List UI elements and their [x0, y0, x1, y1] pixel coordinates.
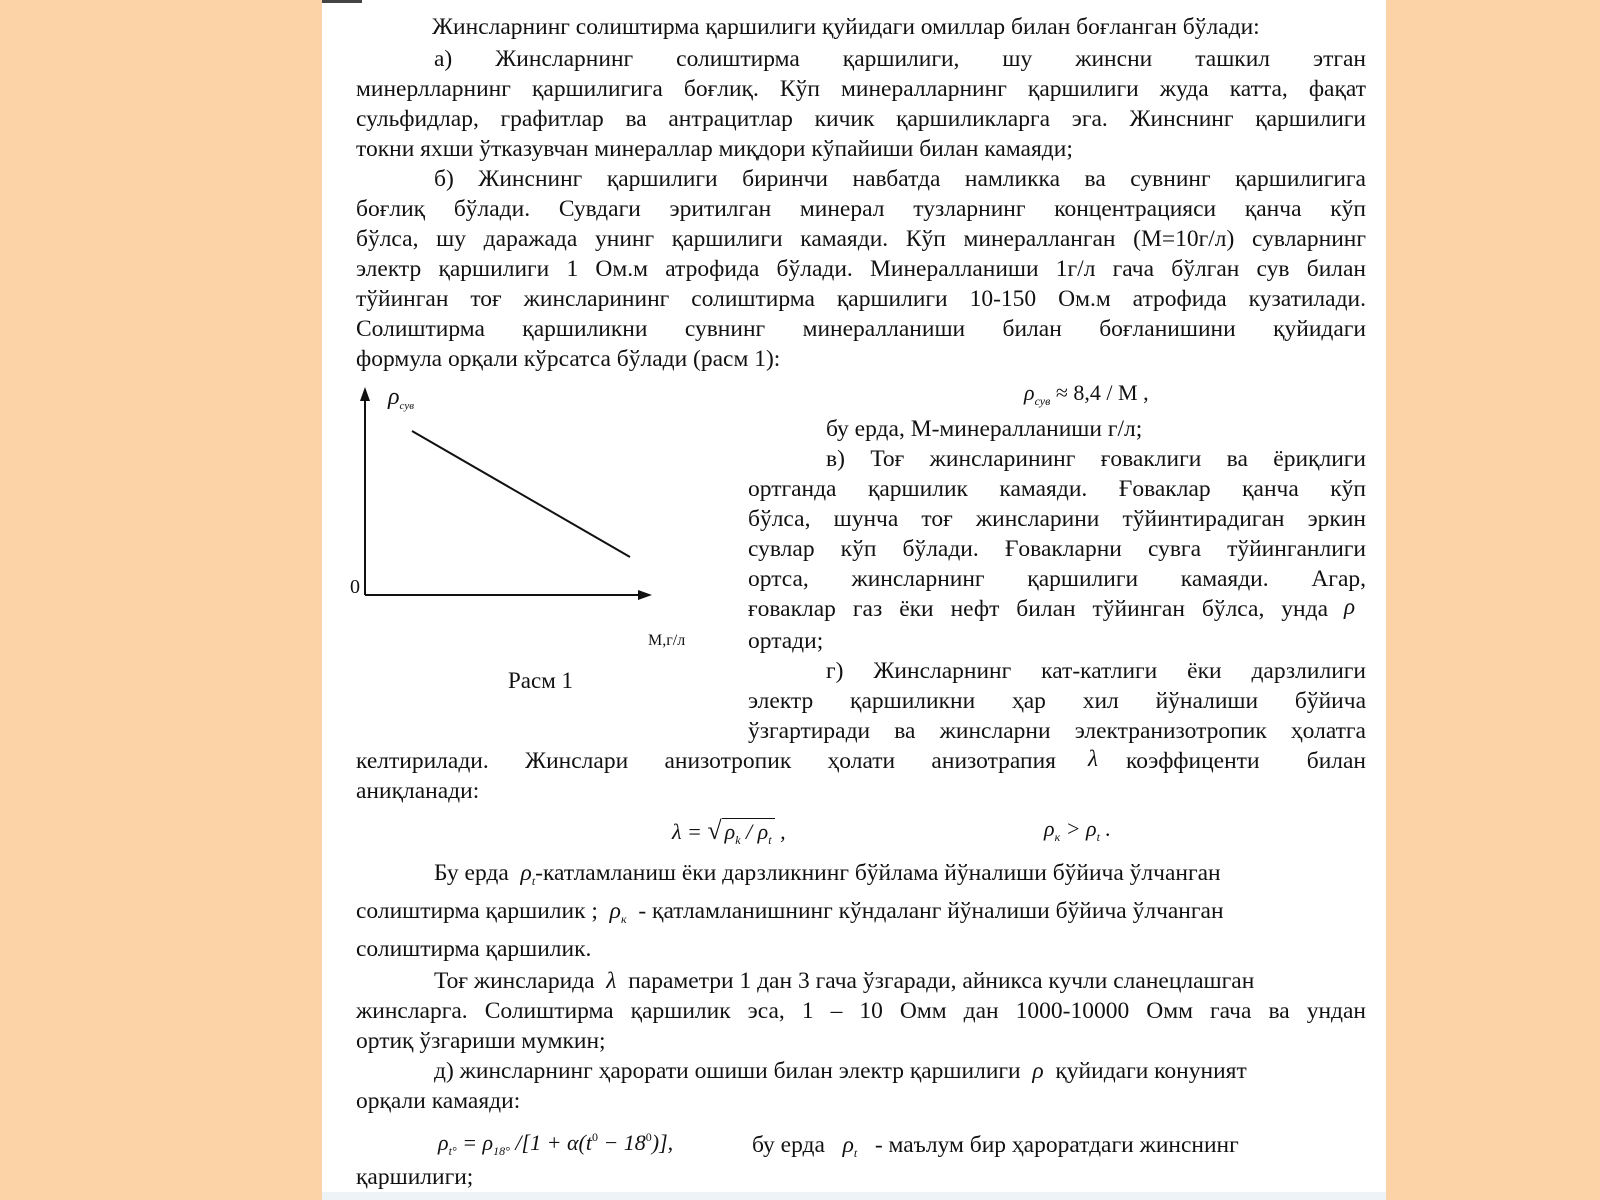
formula-anisotropy: λ = √ $\rho_k / \rho_t$ ,: [672, 816, 786, 847]
text-line: минерлларнинг қаршилигига боғлиқ. Кўп минералларнинг қаршилиги жуда катта, фақат: [356, 76, 1366, 102]
bottom-strip: [322, 1192, 1386, 1200]
text-line: Солиштирма қаршиликни сувнинг минералланиши билан боғланишини қуйидаги: [356, 316, 1366, 342]
text-line: Бу ерда $\rho_t$-катламланиш ёки дарзликнинг бўйлама йўналиши бўйича ўлчанган: [434, 860, 1221, 888]
text-line: жинсларга. Солиштирма қаршилик эса, 1 – 10 Омм дан 1000-10000 Омм гача ва ундан: [356, 998, 1366, 1024]
text-line: Жинсларнинг солиштирма қаршилиги қуйидаги омиллар билан боғланган бўлади:: [432, 14, 1260, 40]
text-line: сувлар кўп бўлади. Ғовакларни сувга тўйинганлиги: [748, 536, 1366, 562]
origin-label: 0: [350, 576, 360, 598]
text-line: бўлса, шунча тоғ жинсларини тўйинтирадиган эркин: [748, 506, 1366, 532]
lambda-symbol: λ: [1088, 746, 1098, 771]
trend-line: [412, 431, 630, 557]
formula-resistivity: $\rho_{сув} \approx 8,4 / M$ ,: [1024, 380, 1149, 408]
x-axis-label: М,г/л: [648, 632, 686, 649]
formula-temperature: $\rho_{t^\circ} = \rho_{18^\circ}$ $/[1 + \alpha(t^0 - 18^0)]$,: [438, 1130, 674, 1158]
x-axis-arrow: [638, 590, 652, 600]
text-line: боғлиқ бўлади. Сувдаги эритилган минерал тузларнинг концентрацияси қанча кўп: [356, 196, 1366, 222]
text-line: келтирилади. Жинслари анизотропик ҳолати анизотрапия: [356, 748, 1056, 774]
text-line: формула орқали кўрсатса бўлади (расм 1):: [356, 346, 781, 372]
text-line: электр қаршиликни ҳар хил йўналиши бўйича: [748, 688, 1366, 714]
text-line: қаршилиги;: [356, 1164, 474, 1190]
y-axis-label: $\rho_{сув}$: [388, 384, 414, 412]
text-line: бу ерда $\rho_t$ - маълум бир ҳароратдаги жинснинг: [752, 1132, 1239, 1160]
text-line: сульфидлар, графитлар ва антрацитлар кичик қаршиликларга эга. Жинснинг қаршилиги: [356, 106, 1366, 132]
rho-symbol: ρ: [1344, 594, 1356, 619]
formula-inequality: $\rho_к > \rho_t$ .: [1044, 816, 1111, 844]
text-line: коэффиценти билан: [1126, 748, 1366, 774]
resistivity-chart: [340, 385, 680, 675]
text-line: бўлса, шу даражада унинг қаршилиги камаяди. Кўп минералланган (М=10г/л) сувларнинг: [356, 226, 1366, 252]
text-line: солиштирма қаршилик.: [356, 936, 592, 962]
text-line: ортади;: [748, 628, 824, 654]
figure-caption: Расм 1: [508, 668, 574, 693]
text-line: ортса, жинсларнинг қаршилиги камаяди. Агар,: [748, 566, 1366, 592]
text-line: д) жинсларнинг ҳарорати ошиши билан электр қаршилиги ρ қуйидаги конуният: [434, 1058, 1247, 1084]
text-line: аниқланади:: [356, 778, 480, 804]
text-line: токни яхши ўтказувчан минераллар миқдори кўпайиши билан камаяди;: [356, 136, 1073, 162]
text-line: ортганда қаршилик камаяди. Ғоваклар қанча кўп: [748, 476, 1366, 502]
text-line: ғоваклар газ ёки нефт билан тўйинган бўлса, унда: [748, 596, 1328, 622]
text-line: а) Жинсларнинг солиштирма қаршилиги, шу жинсни ташкил этган: [434, 46, 1366, 72]
text-line: бу ерда, М-минералланиши г/л;: [826, 416, 1143, 442]
text-line: в) Тоғ жинсларининг ғоваклиги ва ёриқлиги: [826, 446, 1366, 472]
page-edge: [322, 0, 362, 3]
text-line: тўйинган тоғ жинсларининг солиштирма қаршилиги 10-150 Ом.м атрофида кузатилади.: [356, 286, 1366, 312]
text-line: Тоғ жинсларида λ параметри 1 дан 3 гача ўзгаради, айникса кучли сланецлашган: [434, 968, 1255, 994]
text-line: ўзгартиради ва жинсларни электранизотропик ҳолатга: [748, 718, 1366, 744]
text-line: электр қаршилиги 1 Ом.м атрофида бўлади. Минералланиши 1г/л гача бўлган сув билан: [356, 256, 1366, 282]
text-line: орқали камаяди:: [356, 1088, 521, 1114]
text-line: солиштирма қаршилик ; $\rho_к$ - қатламланишнинг кўндаланг йўналиши бўйича ўлчанган: [356, 898, 1224, 926]
text-line: г) Жинсларнинг кат-катлиги ёки дарзлилиги: [826, 658, 1366, 684]
text-line: ортиқ ўзгариши мумкин;: [356, 1028, 606, 1054]
y-axis-arrow: [360, 387, 370, 401]
text-line: б) Жинснинг қаршилиги биринчи навбатда намликка ва сувнинг қаршилигига: [434, 166, 1366, 192]
